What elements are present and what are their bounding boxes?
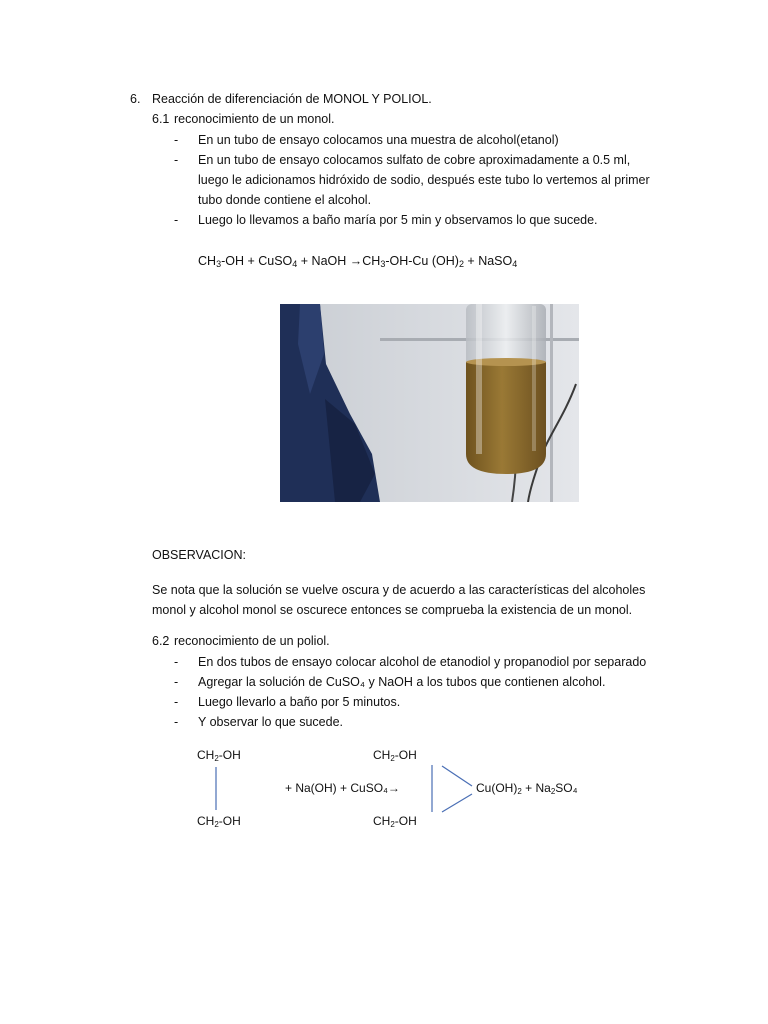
list-item [174,675,605,689]
formula-sub: 2 [214,754,219,763]
complex-ch2oh-top [373,748,417,763]
formula-text: SO₄ [555,781,578,795]
list-item [174,133,559,147]
bullet-dash: - [174,655,179,669]
formula-text: CH [197,814,215,828]
bullet-continuation: luego le adicionamos hidróxido de sodio, después este tubo lo vertemos al primer [198,173,650,187]
products-text [476,781,578,796]
bullet-text: Luego llevarlo a baño por 5 minutos. [198,695,401,709]
list-item [174,715,343,729]
reactant-ch2oh-top [197,748,241,763]
eq-sub: 3 [216,259,222,269]
list-item [174,213,598,227]
bullet-text: Luego lo llevamos a baño maría por 5 min y observamos lo que sucede. [198,213,598,227]
list-item [174,153,630,167]
section-title: Reacción de diferenciación de MONOL Y POLIOL. [152,92,432,106]
eq-sub: 2 [458,259,464,269]
complex-ch2oh-bottom [373,814,417,829]
formula-text: CH [373,814,391,828]
subsection-title: reconocimiento de un poliol. [174,634,330,648]
observation-text: Se nota que la solución se vuelve oscura y de acuerdo a las características del alcoholes monol y alcohol monol se oscurece entonces se comprueba la existencia de un monol. [152,583,646,617]
bullet-dash: - [174,675,179,689]
formula-text: -OH [218,748,241,762]
formula-text: -OH [394,748,417,762]
formula-sub: 2 [390,820,395,829]
test-tube-photo [280,304,579,502]
formula-sub: 2 [550,787,556,796]
bullet-text: En un tubo de ensayo colocamos una muestra de alcohol(etanol) [198,133,559,147]
formula-sub: 2 [214,820,219,829]
subsection-monol-heading [152,112,335,126]
observation-heading: OBSERVACION: [152,548,247,562]
list-item [174,655,646,669]
bond-line [442,766,472,786]
section-number: 6. [130,92,141,106]
list-item [174,695,400,709]
reagents-text: + Na(OH) + CuSO₄→ [285,781,400,795]
subsection-title: reconocimiento de un monol. [174,112,335,126]
bullet-dash: - [174,213,179,227]
bullet-dash: - [174,715,179,729]
formula-text: + Na [521,781,551,795]
eq-part: + NaOH →CH [297,254,381,268]
eq-part: + NaSO [463,254,513,268]
test-tube-illustration [280,304,579,502]
monol-equation [198,254,517,269]
eq-part: -OH + CuSO [221,254,293,268]
eq-part: CH [198,254,217,268]
formula-text: -OH [394,814,417,828]
bullet-dash: - [174,133,179,147]
section-heading [130,92,432,106]
bullet-text: Y observar lo que sucede. [198,715,344,729]
eq-sub: 4 [512,259,518,269]
bullet-continuation: tubo donde contiene el alcohol. [198,193,372,207]
bullet-text: En dos tubos de ensayo colocar alcohol de etanodiol y propanodiol por separado [198,655,647,669]
reactant-ch2oh-bottom [197,814,241,829]
formula-text: Cu(OH) [476,781,518,795]
bond-line [442,794,472,812]
eq-sub: 3 [380,259,386,269]
bullet-text: En un tubo de ensayo colocamos sulfato de cobre aproximadamente a 0.5 ml, [198,153,631,167]
formula-sub: 2 [390,754,395,763]
formula-text: CH [373,748,391,762]
bullet-text: Agregar la solución de CuSO₄ y NaOH a los tubos que contienen alcohol. [198,675,606,689]
eq-part: -OH-Cu (OH) [385,254,459,268]
bullet-dash: - [174,153,179,167]
subsection-number: 6.1 [152,112,170,126]
formula-sub: 2 [517,787,522,796]
eq-sub: 4 [292,259,298,269]
formula-text: -OH [218,814,241,828]
formula-text: CH [197,748,215,762]
subsection-poliol-heading [152,634,330,648]
bullet-dash: - [174,695,179,709]
subsection-number: 6.2 [152,634,170,648]
